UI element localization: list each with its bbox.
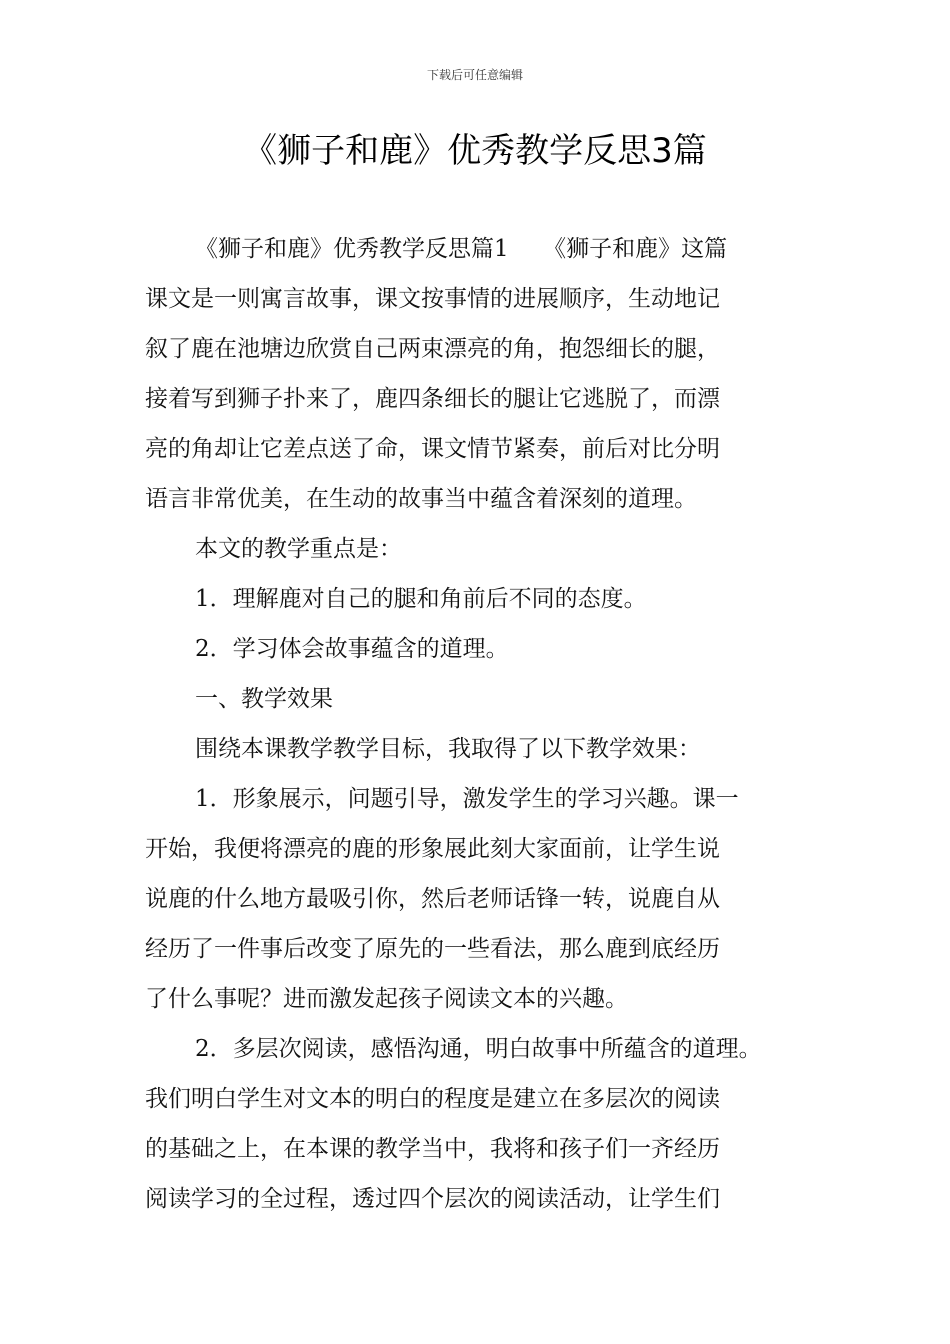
list-item: 2．学习体会故事蕴含的道理。 (195, 636, 509, 662)
paragraph-line: 叙了鹿在池塘边欣赏自己两束漂亮的角，抱怨细长的腿， (145, 336, 720, 362)
paragraph-line: 本文的教学重点是： (195, 536, 402, 562)
paragraph-line: 我们明白学生对文本的明白的程度是建立在多层次的阅读 (145, 1086, 720, 1112)
paragraph-line: 课文是一则寓言故事，课文按事情的进展顺序，生动地记 (145, 286, 720, 312)
list-item: 1．理解鹿对自己的腿和角前后不同的态度。 (195, 586, 647, 612)
paragraph-line: 亮的角却让它差点送了命，课文情节紧奏，前后对比分明 (145, 436, 720, 462)
paragraph-line: 接着写到狮子扑来了，鹿四条细长的腿让它逃脱了，而漂 (145, 386, 720, 412)
list-item: 2．多层次阅读，感悟沟通，明白故事中所蕴含的道理。 (195, 1036, 762, 1062)
section-heading: 一、教学效果 (195, 686, 333, 712)
paragraph-line: 《狮子和鹿》优秀教学反思篇1 《狮子和鹿》这篇 (195, 236, 728, 262)
paragraph-line: 阅读学习的全过程，透过四个层次的阅读活动，让学生们 (145, 1186, 720, 1212)
header-note: 下载后可任意编辑 (426, 68, 523, 82)
list-item: 1．形象展示，问题引导，激发学生的学习兴趣。课一 (195, 786, 739, 812)
paragraph-line: 围绕本课教学教学目标，我取得了以下教学效果： (195, 736, 701, 762)
paragraph-line: 经历了一件事后改变了原先的一些看法，那么鹿到底经历 (145, 936, 720, 962)
paragraph-line: 开始，我便将漂亮的鹿的形象展此刻大家面前，让学生说 (145, 836, 720, 862)
document-body (145, 224, 825, 1224)
document-title: 《狮子和鹿》优秀教学反思3篇 (243, 131, 707, 171)
paragraph-line: 说鹿的什么地方最吸引你，然后老师话锋一转，说鹿自从 (145, 886, 720, 912)
paragraph-line: 语言非常优美，在生动的故事当中蕴含着深刻的道理。 (145, 486, 697, 512)
paragraph-line: 了什么事呢？进而激发起孩子阅读文本的兴趣。 (145, 986, 628, 1012)
paragraph-line: 的基础之上，在本课的教学当中，我将和孩子们一齐经历 (145, 1136, 720, 1162)
